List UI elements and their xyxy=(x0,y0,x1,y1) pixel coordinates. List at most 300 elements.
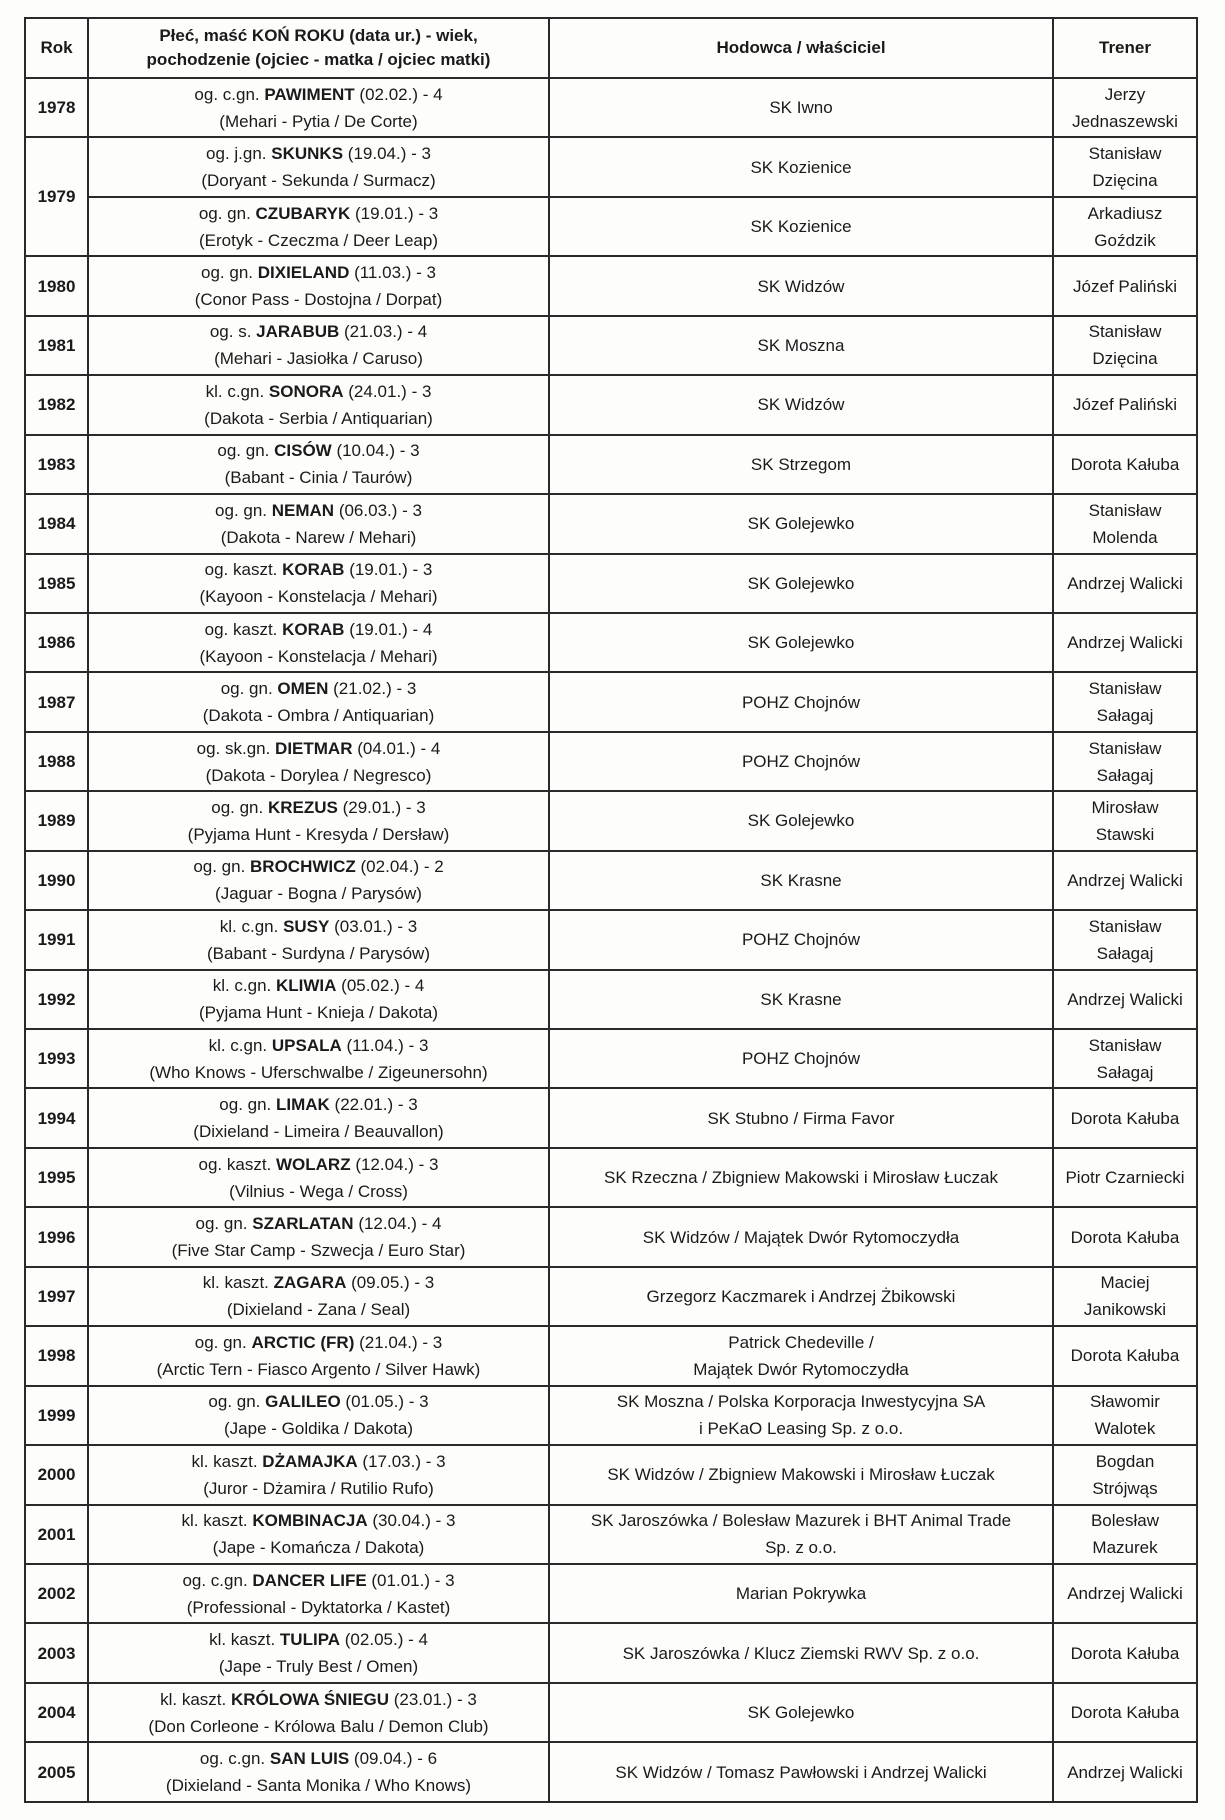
horse-pedigree: (Jaguar - Bogna / Parysów) xyxy=(215,884,422,904)
owner-cell xyxy=(549,78,1053,137)
horse-sex-color: og. gn. xyxy=(217,441,275,461)
trainer-line: Józef Paliński xyxy=(1073,276,1177,296)
trainer-line: Strójwąs xyxy=(1092,1478,1158,1498)
table-row xyxy=(25,970,1197,1029)
trainer-line: Maciej xyxy=(1100,1273,1150,1293)
trainer-line: Sałagaj xyxy=(1096,765,1154,785)
horse-sex-color: og. gn. xyxy=(195,1214,253,1234)
horse-name: KRÓLOWA ŚNIEGU xyxy=(230,1689,390,1709)
horse-description xyxy=(93,794,544,821)
horse-birthdate-age: (02.05.) - 4 xyxy=(340,1630,428,1650)
horse-cell xyxy=(88,1742,549,1802)
owner-line: SK Widzów / Majątek Dwór Rytomoczydła xyxy=(642,1227,960,1247)
horse-birthdate-age: (09.05.) - 3 xyxy=(346,1273,435,1293)
horse-name: KLIWIA xyxy=(276,976,337,996)
owner-cell xyxy=(549,851,1053,910)
owner-cell xyxy=(549,1088,1053,1147)
horse-sex-color: og. gn. xyxy=(219,1095,276,1115)
horse-description xyxy=(93,675,544,702)
trainer-cell xyxy=(1053,1386,1197,1445)
table-row xyxy=(25,1564,1197,1623)
owner-cell xyxy=(549,1623,1053,1682)
year-cell: 1981 xyxy=(25,316,88,375)
year-cell: 1987 xyxy=(25,672,88,731)
trainer-cell xyxy=(1053,910,1197,969)
horse-description xyxy=(93,972,544,999)
year-cell: 1978 xyxy=(25,78,88,137)
trainer-line: Dorota Kałuba xyxy=(1070,1346,1180,1366)
year-cell: 1986 xyxy=(25,613,88,672)
horse-name: KOMBINACJA xyxy=(252,1511,368,1531)
horse-sex-color: kl. c.gn. xyxy=(212,976,276,996)
year-cell: 1998 xyxy=(25,1326,88,1385)
header-horse-line2: pochodzenie (ojciec - matka / ojciec matki) xyxy=(146,50,491,69)
horse-name: LIMAK xyxy=(276,1095,330,1115)
horse-pedigree: (Professional - Dyktatorka / Kastet) xyxy=(186,1597,451,1617)
owner-line: POHZ Chojnów xyxy=(741,930,861,950)
table-row xyxy=(25,316,1197,375)
year-cell: 2004 xyxy=(25,1683,88,1742)
table-row xyxy=(25,851,1197,910)
trainer-line: Andrzej Walicki xyxy=(1067,633,1183,653)
horse-name: NEMAN xyxy=(271,500,335,520)
owner-line: Marian Pokrywka xyxy=(735,1584,867,1604)
owner-cell xyxy=(549,1326,1053,1385)
horse-name: SKUNKS xyxy=(271,144,344,164)
owner-cell xyxy=(549,1445,1053,1504)
table-row xyxy=(25,435,1197,494)
table-row xyxy=(25,1386,1197,1445)
trainer-line: Stanisław xyxy=(1088,916,1162,936)
trainer-line: Arkadiusz xyxy=(1087,203,1163,223)
owner-line: Sp. z o.o. xyxy=(765,1538,837,1558)
trainer-line: Dorota Kałuba xyxy=(1070,1227,1180,1247)
table-row xyxy=(25,1623,1197,1682)
trainer-line: Janikowski xyxy=(1083,1300,1167,1320)
owner-line: SK Jaroszówka / Klucz Ziemski RWV Sp. z o.o. xyxy=(622,1643,980,1663)
horse-cell xyxy=(88,672,549,731)
owner-cell xyxy=(549,554,1053,613)
table-row xyxy=(25,554,1197,613)
horse-pedigree: (Pyjama Hunt - Knieja / Dakota) xyxy=(198,1003,439,1023)
trainer-line: Andrzej Walicki xyxy=(1067,870,1183,890)
horse-pedigree: (Mehari - Pytia / De Corte) xyxy=(219,111,418,131)
horse-cell xyxy=(88,1207,549,1266)
owner-line: Majątek Dwór Rytomoczydła xyxy=(693,1359,909,1379)
trainer-line: Mirosław xyxy=(1091,797,1159,817)
horse-cell xyxy=(88,1326,549,1385)
year-cell: 1991 xyxy=(25,910,88,969)
trainer-cell xyxy=(1053,1505,1197,1564)
table-row xyxy=(25,613,1197,672)
horse-name: SAN LUIS xyxy=(269,1749,350,1769)
owner-cell xyxy=(549,1207,1053,1266)
horse-description xyxy=(93,1626,544,1653)
trainer-line: Jerzy xyxy=(1104,84,1146,104)
owner-line: SK Kozienice xyxy=(750,157,852,177)
header-trainer: Trener xyxy=(1053,18,1197,78)
owner-cell xyxy=(549,256,1053,315)
trainer-line: Dorota Kałuba xyxy=(1070,1703,1180,1723)
horse-description xyxy=(93,140,544,167)
owner-line: SK Krasne xyxy=(760,870,842,890)
owner-line: SK Stubno / Firma Favor xyxy=(707,1108,895,1128)
horse-cell xyxy=(88,554,549,613)
horse-name: KREZUS xyxy=(267,797,338,817)
horse-birthdate-age: (06.03.) - 3 xyxy=(334,500,422,520)
horse-cell xyxy=(88,137,549,196)
horse-pedigree: (Kayoon - Konstelacja / Mehari) xyxy=(199,646,438,666)
horse-birthdate-age: (29.01.) - 3 xyxy=(337,797,426,817)
horse-birthdate-age: (19.01.) - 3 xyxy=(344,560,433,580)
horse-name: OMEN xyxy=(277,679,329,699)
table-row xyxy=(25,1267,1197,1326)
year-cell: 1988 xyxy=(25,732,88,791)
horse-description xyxy=(93,200,544,227)
horse-pedigree: (Jape - Komańcza / Dakota) xyxy=(212,1538,425,1558)
owner-line: POHZ Chojnów xyxy=(741,752,861,772)
horse-pedigree: (Babant - Cinia / Taurów) xyxy=(224,468,413,488)
header-owner: Hodowca / właściciel xyxy=(549,18,1053,78)
trainer-cell xyxy=(1053,375,1197,434)
trainer-cell xyxy=(1053,732,1197,791)
year-cell: 1996 xyxy=(25,1207,88,1266)
trainer-line: Sałagaj xyxy=(1096,1062,1154,1082)
owner-cell xyxy=(549,1029,1053,1088)
trainer-cell xyxy=(1053,197,1197,256)
horse-pedigree: (Dakota - Narew / Mehari) xyxy=(220,527,417,547)
horse-description xyxy=(93,318,544,345)
horse-sex-color: kl. kaszt. xyxy=(181,1511,253,1531)
trainer-line: Bogdan xyxy=(1095,1451,1155,1471)
horse-cell xyxy=(88,1445,549,1504)
owner-line: Grzegorz Kaczmarek i Andrzej Żbikowski xyxy=(646,1286,956,1306)
horse-cell xyxy=(88,851,549,910)
table-header-row xyxy=(25,18,1197,78)
horse-birthdate-age: (11.04.) - 3 xyxy=(341,1035,429,1055)
horse-sex-color: og. gn. xyxy=(208,1392,266,1412)
trainer-line: Stawski xyxy=(1095,824,1155,844)
trainer-line: Józef Paliński xyxy=(1073,395,1177,415)
header-horse-line1: Płeć, maść KOŃ ROKU (data ur.) - wiek, xyxy=(159,26,478,45)
year-cell: 1985 xyxy=(25,554,88,613)
owner-line: POHZ Chojnów xyxy=(741,692,861,712)
horse-birthdate-age: (30.04.) - 3 xyxy=(367,1511,456,1531)
horse-name: DANCER LIFE xyxy=(252,1570,367,1590)
owner-cell xyxy=(549,1386,1053,1445)
header-horse xyxy=(88,18,549,78)
trainer-cell xyxy=(1053,791,1197,850)
horse-sex-color: og. c.gn. xyxy=(199,1749,270,1769)
table-row xyxy=(25,910,1197,969)
table-row xyxy=(25,1088,1197,1147)
table-row xyxy=(25,1445,1197,1504)
horse-pedigree: (Dakota - Dorylea / Negresco) xyxy=(205,765,432,785)
year-cell: 1997 xyxy=(25,1267,88,1326)
table-row xyxy=(25,1742,1197,1802)
trainer-line: Dorota Kałuba xyxy=(1070,1643,1180,1663)
trainer-line: Stanisław xyxy=(1088,679,1162,699)
horse-cell xyxy=(88,494,549,553)
trainer-cell xyxy=(1053,435,1197,494)
horse-sex-color: og. s. xyxy=(209,322,257,342)
owner-line: SK Iwno xyxy=(769,98,833,118)
trainer-cell xyxy=(1053,137,1197,196)
horse-sex-color: og. kaszt. xyxy=(198,1154,276,1174)
horse-description xyxy=(93,735,544,762)
owner-line: SK Widzów xyxy=(757,276,845,296)
horse-description xyxy=(93,1388,544,1415)
trainer-cell xyxy=(1053,1267,1197,1326)
horse-sex-color: og. sk.gn. xyxy=(196,738,276,758)
trainer-line: Sławomir xyxy=(1090,1392,1160,1412)
owner-line: SK Moszna / Polska Korporacja Inwestycyjna SA xyxy=(616,1392,986,1412)
year-cell: 1982 xyxy=(25,375,88,434)
year-cell: 1979 xyxy=(25,137,88,256)
trainer-cell xyxy=(1053,1148,1197,1207)
horse-cell xyxy=(88,1386,549,1445)
year-cell: 2003 xyxy=(25,1623,88,1682)
horse-description xyxy=(93,1329,544,1356)
horse-birthdate-age: (05.02.) - 4 xyxy=(336,976,425,996)
trainer-line: Jednaszewski xyxy=(1072,111,1178,131)
horse-birthdate-age: (22.01.) - 3 xyxy=(329,1095,418,1115)
owner-cell xyxy=(549,494,1053,553)
horse-pedigree: (Dixieland - Zana / Seal) xyxy=(226,1300,411,1320)
table-row xyxy=(25,1207,1197,1266)
trainer-cell xyxy=(1053,672,1197,731)
owner-line: SK Golejewko xyxy=(747,514,855,534)
horse-birthdate-age: (04.01.) - 4 xyxy=(352,738,441,758)
horse-name: WOLARZ xyxy=(276,1154,351,1174)
trainer-line: Stanisław xyxy=(1088,1035,1162,1055)
owner-cell xyxy=(549,613,1053,672)
trainer-cell xyxy=(1053,256,1197,315)
horse-birthdate-age: (19.01.) - 4 xyxy=(344,619,433,639)
trainer-cell xyxy=(1053,1742,1197,1802)
year-cell: 2001 xyxy=(25,1505,88,1564)
horse-pedigree: (Babant - Surdyna / Parysów) xyxy=(207,943,430,963)
table-row xyxy=(25,375,1197,434)
horse-name: ARCTIC (FR) xyxy=(251,1332,355,1352)
horse-pedigree: (Dixieland - Santa Monika / Who Knows) xyxy=(165,1776,472,1796)
trainer-line: Andrzej Walicki xyxy=(1067,1762,1183,1782)
year-cell: 2002 xyxy=(25,1564,88,1623)
trainer-line: Dorota Kałuba xyxy=(1070,454,1180,474)
horse-description xyxy=(93,497,544,524)
trainer-cell xyxy=(1053,1207,1197,1266)
horse-sex-color: kl. c.gn. xyxy=(219,916,284,936)
trainer-cell xyxy=(1053,316,1197,375)
horse-cell xyxy=(88,1267,549,1326)
owner-line: SK Moszna xyxy=(757,335,845,355)
table-row xyxy=(25,197,1197,256)
horse-sex-color: og. j.gn. xyxy=(206,144,272,164)
horse-description xyxy=(93,1686,544,1713)
trainer-cell xyxy=(1053,1564,1197,1623)
owner-cell xyxy=(549,732,1053,791)
horse-description xyxy=(93,1210,544,1237)
horse-cell xyxy=(88,910,549,969)
trainer-line: Sałagaj xyxy=(1096,943,1154,963)
trainer-cell xyxy=(1053,1445,1197,1504)
table-row xyxy=(25,791,1197,850)
horse-name: SZARLATAN xyxy=(252,1214,354,1234)
owner-cell xyxy=(549,1742,1053,1802)
horse-sex-color: og. c.gn. xyxy=(194,84,265,104)
horse-pedigree: (Doryant - Sekunda / Surmacz) xyxy=(201,171,436,191)
year-cell: 1990 xyxy=(25,851,88,910)
horse-cell xyxy=(88,1564,549,1623)
horse-cell xyxy=(88,970,549,1029)
horse-sex-color: og. kaszt. xyxy=(204,560,283,580)
table-row xyxy=(25,1326,1197,1385)
horse-pedigree: (Dakota - Ombra / Antiquarian) xyxy=(202,706,435,726)
trainer-line: Goździk xyxy=(1094,230,1156,250)
horse-pedigree: (Arctic Tern - Fiasco Argento / Silver Hawk) xyxy=(156,1359,481,1379)
owner-cell xyxy=(549,1683,1053,1742)
trainer-cell xyxy=(1053,1088,1197,1147)
horse-cell xyxy=(88,256,549,315)
horse-description xyxy=(93,1032,544,1059)
table-row xyxy=(25,672,1197,731)
horse-sex-color: og. kaszt. xyxy=(204,619,283,639)
owner-line: POHZ Chojnów xyxy=(741,1049,861,1069)
table-row xyxy=(25,494,1197,553)
trainer-line: Stanisław xyxy=(1088,322,1162,342)
horse-sex-color: og. gn. xyxy=(201,263,258,283)
horse-birthdate-age: (21.03.) - 4 xyxy=(339,322,428,342)
horse-description xyxy=(93,853,544,880)
horse-name: GALILEO xyxy=(265,1392,341,1412)
owner-cell xyxy=(549,970,1053,1029)
trainer-line: Stanisław xyxy=(1088,144,1162,164)
table-row xyxy=(25,732,1197,791)
horse-sex-color: og. gn. xyxy=(220,679,278,699)
horse-cell xyxy=(88,732,549,791)
horse-description xyxy=(93,1151,544,1178)
horse-name: BROCHWICZ xyxy=(250,857,356,877)
horse-name: JARABUB xyxy=(256,322,340,342)
horse-sex-color: og. c.gn. xyxy=(182,1570,253,1590)
year-cell: 1992 xyxy=(25,970,88,1029)
horse-birthdate-age: (23.01.) - 3 xyxy=(389,1689,477,1709)
owner-line: Patrick Chedeville / xyxy=(728,1332,874,1352)
horse-pedigree: (Jape - Goldika / Dakota) xyxy=(224,1419,413,1439)
header-year: Rok xyxy=(25,18,88,78)
horse-birthdate-age: (19.01.) - 3 xyxy=(350,203,439,223)
horse-name: DIETMAR xyxy=(275,738,353,758)
trainer-line: Stanisław xyxy=(1088,738,1162,758)
horse-pedigree: (Dakota - Serbia / Antiquarian) xyxy=(204,408,433,428)
horse-sex-color: og. gn. xyxy=(215,500,272,520)
trainer-cell xyxy=(1053,1029,1197,1088)
horse-pedigree: (Vilnius - Wega / Cross) xyxy=(229,1181,408,1201)
horse-description xyxy=(93,81,544,108)
horse-description xyxy=(93,437,544,464)
table-row xyxy=(25,1148,1197,1207)
owner-cell xyxy=(549,375,1053,434)
trainer-line: Andrzej Walicki xyxy=(1067,989,1183,1009)
horse-pedigree: (Don Corleone - Królowa Balu / Demon Club) xyxy=(148,1716,489,1736)
year-cell: 1983 xyxy=(25,435,88,494)
horse-sex-color: og. gn. xyxy=(211,797,268,817)
owner-cell xyxy=(549,1505,1053,1564)
owner-line: SK Golejewko xyxy=(747,633,855,653)
owner-line: SK Krasne xyxy=(760,989,842,1009)
horse-cell xyxy=(88,1623,549,1682)
horse-name: UPSALA xyxy=(271,1035,342,1055)
owner-cell xyxy=(549,672,1053,731)
horse-pedigree: (Kayoon - Konstelacja / Mehari) xyxy=(199,587,438,607)
owner-cell xyxy=(549,1267,1053,1326)
horse-description xyxy=(93,1269,544,1296)
horse-birthdate-age: (24.01.) - 3 xyxy=(343,381,432,401)
horse-pedigree: (Juror - Dżamira / Rutilio Rufo) xyxy=(203,1478,434,1498)
trainer-cell xyxy=(1053,78,1197,137)
trainer-line: Mazurek xyxy=(1092,1538,1158,1558)
owner-line: SK Golejewko xyxy=(747,1703,855,1723)
horse-name: KORAB xyxy=(282,560,345,580)
horse-birthdate-age: (21.04.) - 3 xyxy=(354,1332,443,1352)
horse-name: PAWIMENT xyxy=(264,84,355,104)
horse-name: CZUBARYK xyxy=(255,203,351,223)
table-body xyxy=(25,78,1197,1802)
trainer-line: Molenda xyxy=(1092,527,1158,547)
table-row xyxy=(25,1505,1197,1564)
trainer-cell xyxy=(1053,554,1197,613)
horse-cell xyxy=(88,1148,549,1207)
trainer-line: Dzięcina xyxy=(1092,349,1158,369)
horse-pedigree: (Erotyk - Czeczma / Deer Leap) xyxy=(198,230,438,250)
owner-cell xyxy=(549,197,1053,256)
horse-cell xyxy=(88,613,549,672)
owner-line: SK Rzeczna / Zbigniew Makowski i Mirosław Łuczak xyxy=(604,1168,998,1188)
horse-description xyxy=(93,1745,544,1772)
horse-description xyxy=(93,378,544,405)
trainer-cell xyxy=(1053,494,1197,553)
horse-description xyxy=(93,1507,544,1534)
trainer-line: Bolesław xyxy=(1090,1511,1160,1531)
horse-description xyxy=(93,913,544,940)
owner-line: SK Golejewko xyxy=(747,811,855,831)
horse-sex-color: kl. kaszt. xyxy=(209,1630,280,1650)
trainer-cell xyxy=(1053,1326,1197,1385)
horse-name: KORAB xyxy=(282,619,345,639)
horse-cell xyxy=(88,375,549,434)
owner-cell xyxy=(549,1564,1053,1623)
owner-line: i PeKaO Leasing Sp. z o.o. xyxy=(698,1419,904,1439)
horse-birthdate-age: (10.04.) - 3 xyxy=(331,441,420,461)
horse-sex-color: og. gn. xyxy=(193,857,251,877)
table-row xyxy=(25,1029,1197,1088)
horse-description xyxy=(93,1567,544,1594)
horse-name: DIXIELAND xyxy=(257,263,350,283)
horse-cell xyxy=(88,316,549,375)
owner-cell xyxy=(549,791,1053,850)
trainer-line: Andrzej Walicki xyxy=(1067,573,1183,593)
trainer-cell xyxy=(1053,970,1197,1029)
owner-line: SK Widzów xyxy=(757,395,845,415)
horse-sex-color: kl. kaszt. xyxy=(191,1451,263,1471)
horse-name: SONORA xyxy=(268,381,344,401)
horse-pedigree: (Five Star Camp - Szwecja / Euro Star) xyxy=(171,1241,466,1261)
year-cell: 1984 xyxy=(25,494,88,553)
horse-birthdate-age: (09.04.) - 6 xyxy=(349,1749,438,1769)
horse-name: SUSY xyxy=(283,916,330,936)
horse-name: DŻAMAJKA xyxy=(262,1451,358,1471)
trainer-line: Walotek xyxy=(1094,1419,1156,1439)
